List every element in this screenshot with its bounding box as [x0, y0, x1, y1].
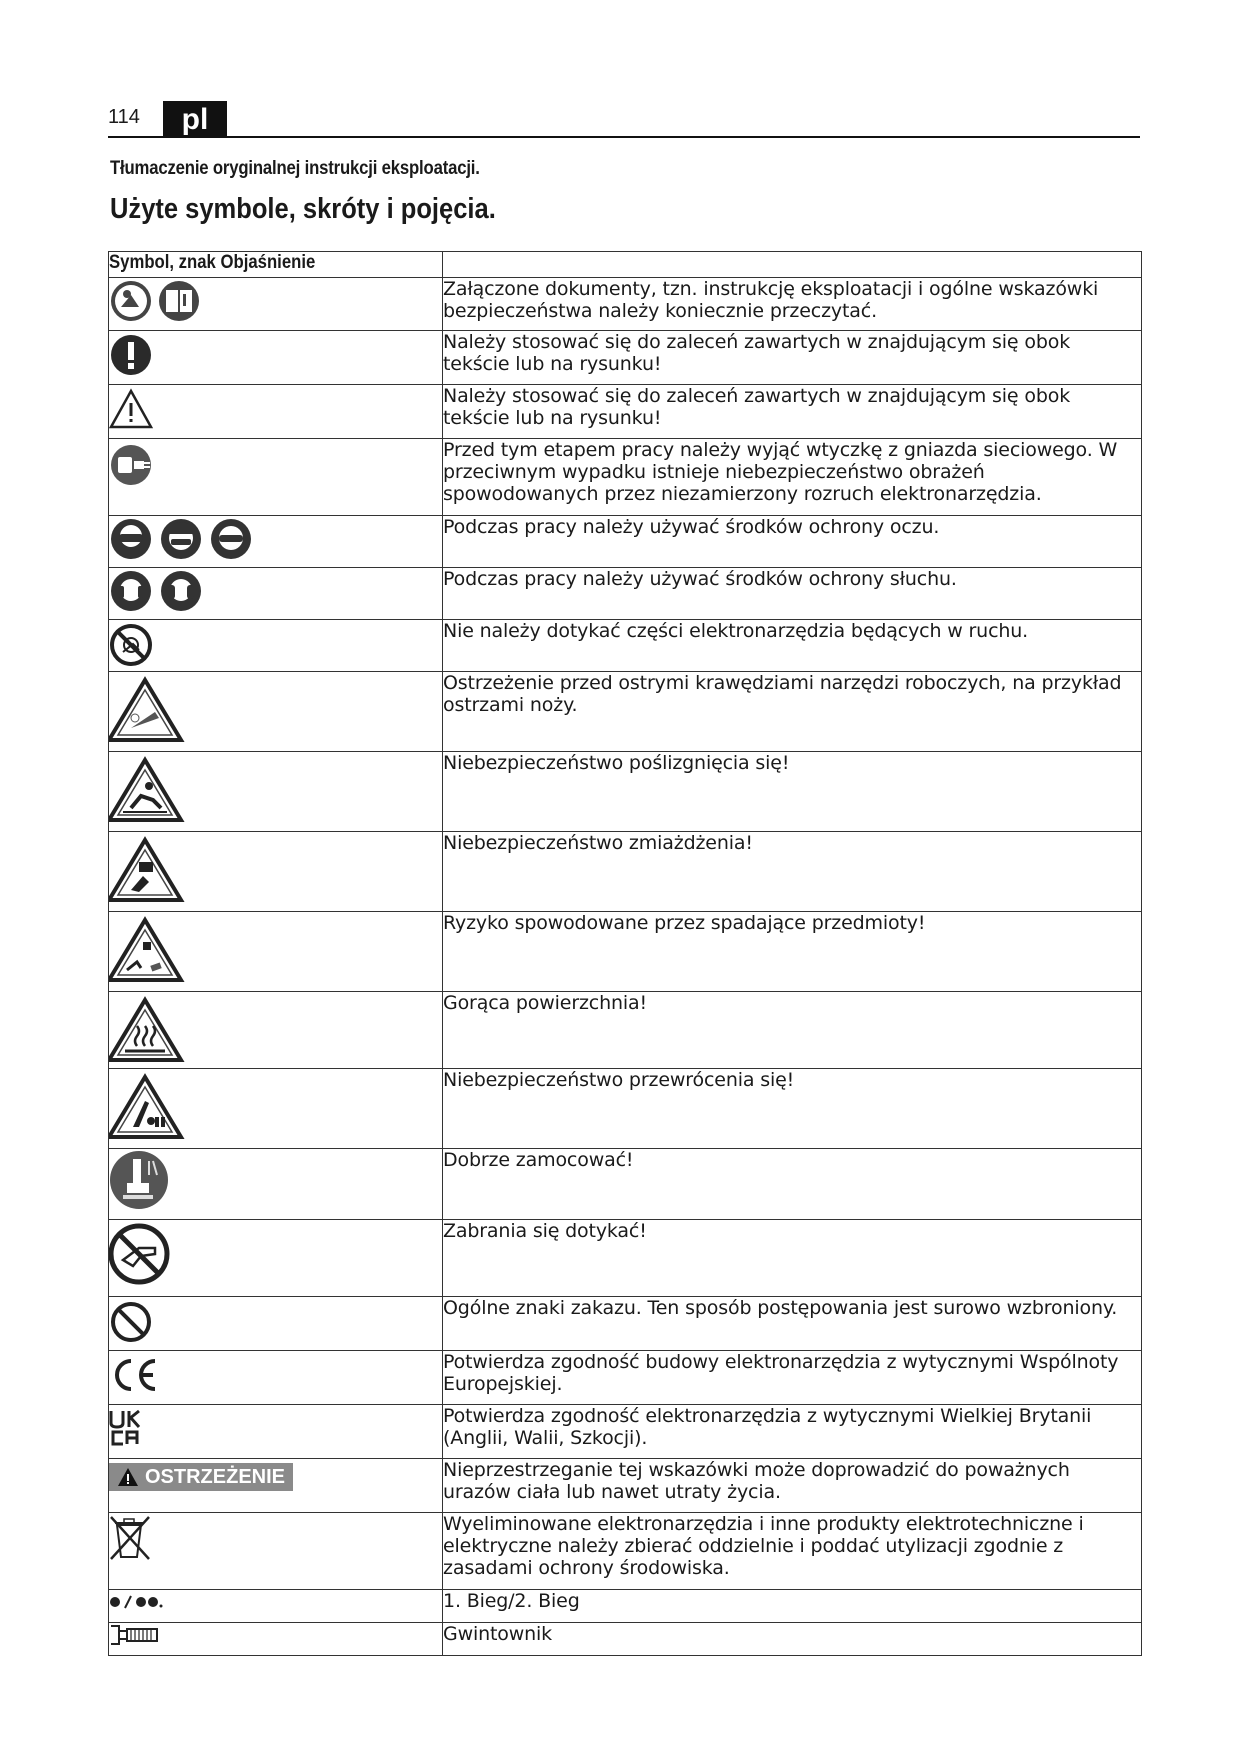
table-row [109, 1297, 1142, 1351]
row-text: Wyeliminowane elektronarzędzia i inne produkty elektrotechniczne i elektryczne należy zbierać oddzielnie i poddać utylizacji zgodnie z zasadami ochrony środowiska. [443, 1513, 1142, 1590]
table-row [109, 1590, 1142, 1623]
table-row [109, 516, 1142, 568]
row-text: Ryzyko spowodowane przez spadające przedmioty! [443, 912, 1142, 992]
row-text: Nie należy dotykać części elektronarzędzia będących w ruchu. [443, 620, 1142, 672]
document-subtitle: Tłumaczenie oryginalnej instrukcji eksploatacji. [110, 158, 480, 179]
weee-bin-icon [109, 1513, 159, 1563]
table-row [109, 1220, 1142, 1297]
language-tab: pl [163, 101, 227, 137]
row-text: Potwierdza zgodność elektronarzędzia z wytycznymi Wielkiej Brytanii (Anglii, Walii, Szkocji). [443, 1405, 1142, 1459]
hearing-protection-icons [109, 568, 209, 614]
warning-triangle-small-icon [117, 1467, 139, 1487]
table-row [109, 331, 1142, 385]
table-row [109, 278, 1142, 331]
row-text: Niebezpieczeństwo poślizgnięcia się! [443, 752, 1142, 832]
row-text: 1. Bieg/2. Bieg [443, 1590, 1142, 1623]
table-row [109, 832, 1142, 912]
table-row [109, 1149, 1142, 1220]
row-text: Podczas pracy należy używać środków ochrony słuchu. [443, 568, 1142, 620]
row-text: Potwierdza zgodność budowy elektronarzędzia z wytycznymi Wspólnoty Europejskiej. [443, 1351, 1142, 1405]
document-title: Użyte symbole, skróty i pojęcia. [110, 193, 496, 225]
header-rule [108, 136, 1140, 138]
table-row [109, 1513, 1142, 1590]
row-text: Niebezpieczeństwo przewrócenia się! [443, 1069, 1142, 1149]
table-row [109, 1623, 1142, 1656]
row-text: Przed tym etapem pracy należy wyjąć wtyczkę z gniazda sieciowego. W przeciwnym wypadku istnieje niebezpieczeństwo obrażeń spowodowanych przez niezamierzony rozruch elektronarzędzia. [443, 439, 1142, 516]
ukca-mark-icon [109, 1405, 159, 1451]
table-row [109, 385, 1142, 439]
mandatory-exclamation-icon [109, 331, 159, 377]
tap-tool-icon [109, 1623, 169, 1647]
table-header-symbol: Symbol, znak Objaśnienie [109, 252, 443, 278]
row-text: Należy stosować się do zaleceń zawartych w znajdującym się obok tekście lub na rysunku! [443, 385, 1142, 439]
table-header-row [109, 252, 1142, 278]
table-row [109, 1459, 1142, 1513]
row-text: Nieprzestrzeganie tej wskazówki może doprowadzić do poważnych urazów ciała lub nawet utraty życia. [443, 1459, 1142, 1513]
row-text: Ostrzeżenie przed ostrymi krawędziami narzędzi roboczych, na przykład ostrzami noży. [443, 672, 1142, 752]
row-text: Niebezpieczeństwo zmiażdżenia! [443, 832, 1142, 912]
row-text: Gorąca powierzchnia! [443, 992, 1142, 1069]
table-row [109, 1069, 1142, 1149]
secure-clamp-icon [109, 1149, 179, 1211]
table-row [109, 672, 1142, 752]
ce-mark-icon [109, 1351, 169, 1397]
row-text: Należy stosować się do zaleceń zawartych w znajdującym się obok tekście lub na rysunku! [443, 331, 1142, 385]
table-row [109, 1351, 1142, 1405]
no-touch-moving-parts-icon [109, 620, 159, 666]
table-row [109, 1405, 1142, 1459]
gear-dots-icon [109, 1590, 179, 1614]
row-text: Załączone dokumenty, tzn. instrukcję eksploatacji i ogólne wskazówki bezpieczeństwa należy koniecznie przeczytać. [443, 278, 1142, 331]
row-text: Gwintownik [443, 1623, 1142, 1656]
table-row [109, 752, 1142, 832]
falling-objects-icon [109, 912, 189, 984]
warning-triangle-icon [109, 385, 159, 431]
tipping-hazard-icon [109, 1069, 189, 1141]
read-manual-icons [109, 278, 239, 324]
prohibition-icon [109, 1297, 159, 1343]
table-row [109, 912, 1142, 992]
row-text: Zabrania się dotykać! [443, 1220, 1142, 1297]
warning-label-text: OSTRZEŻENIE [145, 1465, 286, 1488]
page-number: 114 [108, 106, 140, 128]
table-header-empty [443, 252, 1142, 278]
table-row [109, 439, 1142, 516]
table-row [109, 620, 1142, 672]
eye-protection-icons [109, 516, 259, 562]
symbols-table [108, 251, 1142, 1656]
unplug-icon [109, 439, 159, 489]
crush-hazard-icon [109, 832, 189, 904]
row-text: Dobrze zamocować! [443, 1149, 1142, 1220]
sharp-edges-warning-icon [109, 672, 189, 744]
hot-surface-icon [109, 992, 189, 1064]
warning-label-icon [109, 1463, 293, 1491]
row-text: Ogólne znaki zakazu. Ten sposób postępowania jest surowo wzbroniony. [443, 1297, 1142, 1351]
table-row [109, 992, 1142, 1069]
row-text: Podczas pracy należy używać środków ochrony oczu. [443, 516, 1142, 568]
no-touching-icon [109, 1220, 179, 1286]
table-row [109, 568, 1142, 620]
slip-hazard-icon [109, 752, 189, 824]
